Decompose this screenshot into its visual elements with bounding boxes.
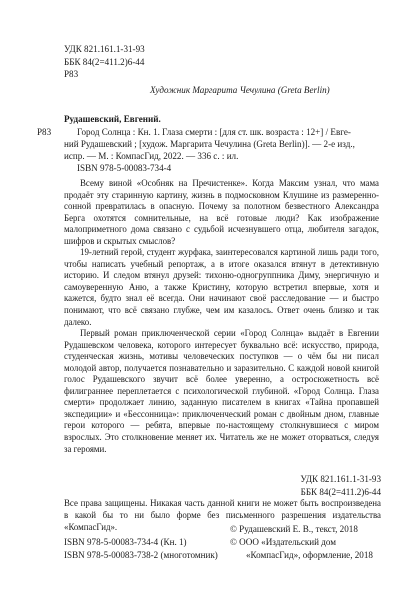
annotation-paragraph: Всему виной «Особняк на Пречистенке». Когда Максим узнал, что мама продаёт эту старинную картину, жизнь в подмосковном Клушине из размеренно-сонной превратилась в опасную. Почему за полотном безвестного Александра Берга охотятся сомнительные, на всё готовые люди? Как изображение малоприметного дома связано с судьбой исчезнувшего отца, любителя загадок, шифров и скрытых смыслов? (64, 178, 379, 246)
isbn-series: ISBN 978-5-00083-738-2 (многотомник) (64, 549, 218, 560)
copyright-design-cont: «КомпасГид», оформление, 2018 (246, 549, 373, 560)
isbn-volume: ISBN 978-5-00083-734-4 (Кн. 1) (64, 537, 187, 547)
copyright-design: © ООО «Издательский дом (230, 537, 337, 547)
illustrator-credit: Художник Маргарита Чечулина (Greta Berlin) (150, 85, 330, 95)
bbk-code-repeat: ББК 84(2=411.2)6-44 (300, 486, 381, 497)
catalog-description-line: испр. — М. : КомпасГид, 2022. — 336 с. : ил. (64, 150, 239, 161)
author-mark: Р83 (64, 69, 79, 79)
udk-code-repeat: УДК 821.161.1-31-93 (300, 474, 381, 484)
annotation-paragraph: Первый роман приключенческой серии «Город Солнца» выдаёт в Евгении Рудашевском человека, которого интересует буквально всё: искусство, природа, студенческая жизнь, мотивы человеческих поступков — о чём бы ни писал молодой автор, получается познавательно и заразительно. С каждой новой книгой голос Рудашевского звучит всё более уверенно, а остросюжетность всё филиграннее переплетается с психологической глубиной. «Город Солнца. Глаза смерти» продолжает линию, заданную писателем в книгах «Тайна пропавшей экспедиции» и «Бессонница»: приключенческий роман с двойным дном, главные герои которого — ребята, впервые по-настоящему столкнувшиеся с миром взрослых. Это столкновение меняет их. Читатель же не может оторваться, следуя за героями. (64, 328, 379, 454)
annotation-paragraph: 19-летний герой, студент журфака, заинтересовался картиной лишь ради того, чтобы написать учебный репортаж, а в итоге оказался втянут в детективную историю. И следом втянул друзей: тихоню-одногруппника Диму, энергичную и самоуверенную Аню, а также Кристину, которую встретил впервые, хотя и кажется, будто знал её всегда. Они начинают своё расследование — и быстро понимают, что всё связано глубже, чем им казалось. Ответ очень близко и так далеко. (64, 247, 379, 327)
catalog-author-mark: Р83 (37, 126, 52, 137)
udk-code: УДК 821.161.1-31-93 (64, 44, 145, 54)
rights-notice: Все права защищены. Никакая часть данной книги не может быть воспроизведена в какой бы то ни было форме без письменного разрешения издательства «КомпасГид». (64, 498, 381, 532)
catalog-isbn: ISBN 978-5-00083-734-4 (77, 162, 172, 173)
catalog-description-line: Город Солнца : Кн. 1. Глаза смерти : [для ст. шк. возраста : 12+] / Евге- (77, 126, 351, 137)
catalog-author-heading: Рудашевский, Евгений. (64, 114, 161, 124)
copyright-text: © Рудашевский Е. В., текст, 2018 (230, 524, 358, 534)
bbk-code: ББК 84(2=411.2)6-44 (64, 56, 145, 67)
annotation (64, 178, 379, 455)
catalog-description-line: ний Рудашевский ; [худож. Маргарита Чечулина (Greta Berlin)]. — 2-е изд., (64, 138, 355, 149)
